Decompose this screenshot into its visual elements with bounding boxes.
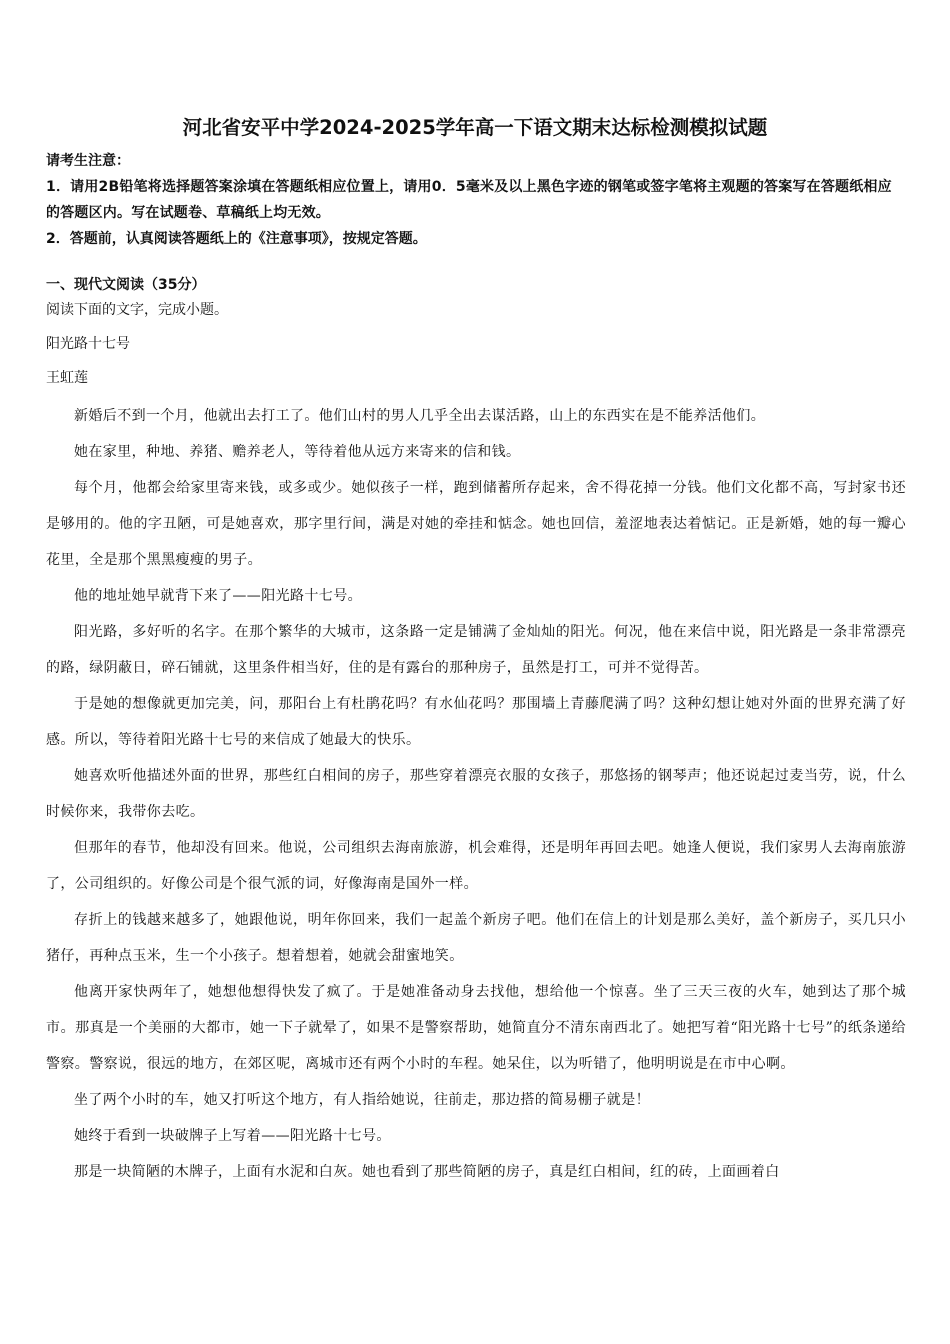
story-paragraph: 她在家里，种地、养猪、赡养老人，等待着他从远方来寄来的信和钱。 [74,444,521,460]
story-paragraph: 每个月，他都会给家里寄来钱，或多或少。她似孩子一样，跑到储蓄所存起来，舍不得花掉一分钱。他们文化都不高，写封家书还是够用的。他的字丑陋，可是她喜欢，那字里行间，满是对她的牵挂和惦念。她也回信，羞涩地表达着惦记。正是新婚，她的每一瓣心花里，全是那个黑黑瘦瘦的男子。 [46,480,906,568]
reading-instruction: 阅读下面的文字，完成小题。 [46,302,228,318]
story-paragraph: 她终于看到一块破牌子上写着——阳光路十七号。 [74,1128,391,1144]
section-heading: 一、现代文阅读（35分） [46,277,206,293]
story-paragraph: 他离开家快两年了，她想他想得快发了疯了。于是她准备动身去找他，想给他一个惊喜。坐了三天三夜的火车，她到达了那个城市。那真是一个美丽的大都市，她一下子就晕了，如果不是警察帮助，她简直分不清东南西北了。她把写着“阳光路十七号”的纸条递给警察。警察说，很远的地方，在郊区呢，离城市还有两个小时的车程。她呆住，以为听错了，他明明说是在市中心啊。 [46,984,906,1072]
story-paragraph: 于是她的想像就更加完美，问，那阳台上有杜鹃花吗？有水仙花吗？那围墙上青藤爬满了吗？这种幻想让她对外面的世界充满了好感。所以，等待着阳光路十七号的来信成了她最大的快乐。 [46,696,906,748]
story-paragraph: 阳光路，多好听的名字。在那个繁华的大城市，这条路一定是铺满了金灿灿的阳光。何况，他在来信中说，阳光路是一条非常漂亮的路，绿阴蔽日，碎石铺就，这里条件相当好，住的是有露台的那种房子，虽然是打工，可并不觉得苦。 [46,624,906,676]
story-paragraph: 新婚后不到一个月，他就出去打工了。他们山村的男人几乎全出去谋活路，山上的东西实在是不能养活他们。 [74,408,766,424]
story-title: 阳光路十七号 [46,336,130,352]
notice-item-1: 1．请用2B铅笔将选择题答案涂填在答题纸相应位置上，请用0．5毫米及以上黑色字迹的钢笔或签字笔将主观题的答案写在答题纸相应的答题区内。写在试题卷、草稿纸上均无效。 [46,179,892,221]
page-title: 河北省安平中学2024-2025学年高一下语文期末达标检测模拟试题 [182,116,768,139]
story-paragraph: 存折上的钱越来越多了，她跟他说，明年你回来，我们一起盖个新房子吧。他们在信上的计划是那么美好，盖个新房子，买几只小猪仔，再种点玉米，生一个小孩子。想着想着，她就会甜蜜地笑。 [46,912,906,964]
story-paragraph: 那是一块简陋的木牌子，上面有水泥和白灰。她也看到了那些简陋的房子，真是红白相间，红的砖，上面画着白 [74,1164,780,1180]
story-paragraph: 他的地址她早就背下来了——阳光路十七号。 [74,588,362,604]
notice-item-2: 2．答题前，认真阅读答题纸上的《注意事项》，按规定答题。 [46,231,427,247]
story-body [46,398,906,1190]
story-author: 王虹莲 [46,370,88,386]
notice-heading: 请考生注意： [46,153,130,169]
story-paragraph: 但那年的春节，他却没有回来。他说，公司组织去海南旅游，机会难得，还是明年再回去吧。她逢人便说，我们家男人去海南旅游了，公司组织的。好像公司是个很气派的词，好像海南是国外一样。 [46,840,906,892]
story-paragraph: 坐了两个小时的车，她又打听这个地方，有人指给她说，往前走，那边搭的简易棚子就是！ [74,1092,650,1108]
story-paragraph: 她喜欢听他描述外面的世界，那些红白相间的房子，那些穿着漂亮衣服的女孩子，那悠扬的钢琴声；他还说起过麦当劳，说，什么时候你来，我带你去吃。 [46,768,906,820]
